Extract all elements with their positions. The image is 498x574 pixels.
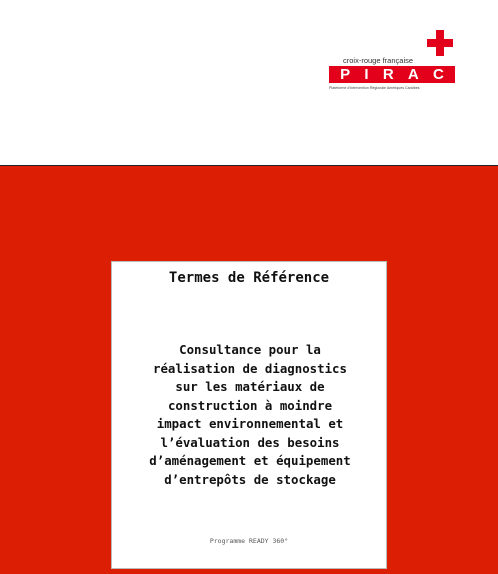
subject-line: d’entrepôts de stockage [164,471,336,487]
subject-line: d’aménagement et équipement [149,453,351,468]
programme-label: Programme READY 360° [209,537,289,545]
red-cross-icon [427,30,453,56]
document-subject [116,341,384,489]
subject-line: l’évaluation des besoins [160,434,340,450]
logo-letter: A [407,66,419,83]
logo-letter: C [433,66,444,83]
logo-letter: I [364,66,369,83]
subject-line: réalisation de diagnostics [153,360,347,376]
subject-line: sur les matériaux de [175,379,325,394]
logo-subtitle: Plateforme d'Intervention Régionale Amériques Caraïbes [329,86,420,90]
document-title: Termes de Référence [168,270,330,286]
logo-letter: R [382,66,394,83]
logo-acronym-band [329,66,455,83]
cover-card [111,261,387,569]
subject-line: Consultance pour la [179,342,321,357]
logo-org-name: croix-rouge française [343,56,414,65]
logo-letter: P [340,66,351,83]
subject-line: impact environnemental et [156,416,344,431]
pirac-logo [325,30,465,100]
subject-line: construction à moindre [167,397,333,413]
